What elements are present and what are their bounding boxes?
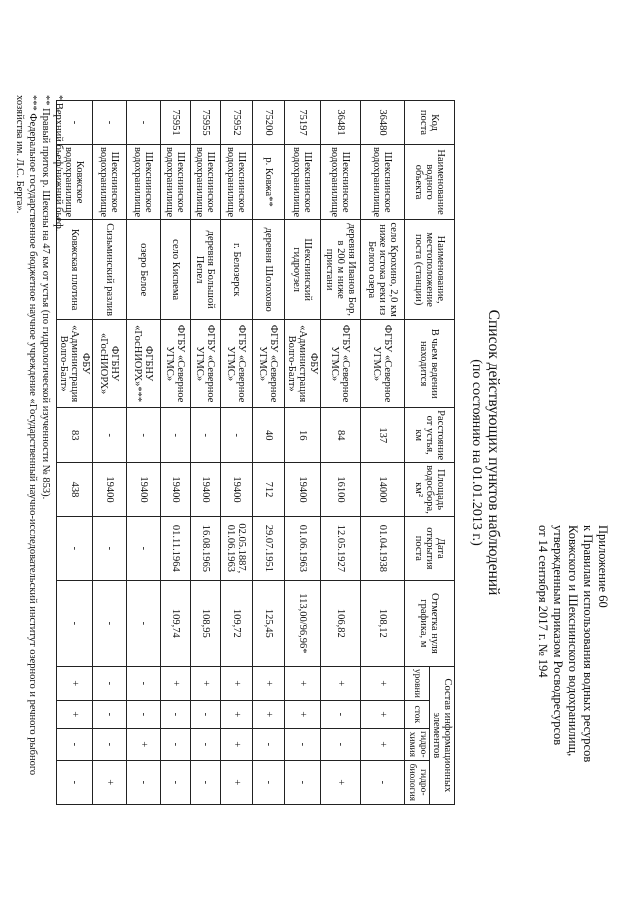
cell-water-body: Ковжское водохранилище <box>57 145 93 220</box>
cell-opened: - <box>93 516 127 580</box>
cell-flow: - <box>93 700 127 728</box>
cell-hydrobio: - <box>161 760 191 804</box>
cell-zero-mark: 108,12 <box>361 580 405 666</box>
cell-water-body: Шекснинское водохранилище <box>127 145 161 220</box>
cell-hydrobio: - <box>361 760 405 804</box>
appendix-line: Ковжского и Шекснинского водохранилищ, <box>566 525 580 757</box>
cell-levels: - <box>127 666 161 700</box>
cell-owner: ФГБНУ «ГосНИОРХ»*** <box>127 320 161 408</box>
cell-levels: + <box>253 666 285 700</box>
cell-distance: - <box>93 408 127 463</box>
cell-code: 75952 <box>221 101 253 145</box>
cell-zero-mark: 108,95 <box>191 580 221 666</box>
cell-hydrobio: - <box>253 760 285 804</box>
cell-levels: + <box>361 666 405 700</box>
cell-location: Сизьминский разлив <box>93 220 127 320</box>
cell-location: Ковжская плотина <box>57 220 93 320</box>
cell-water-body: Шекснинское водохранилище <box>321 145 361 220</box>
header-opened: Дата открытия поста <box>405 516 455 580</box>
cell-area: 19400 <box>127 463 161 517</box>
cell-distance: - <box>127 408 161 463</box>
cell-area: 14000 <box>361 463 405 517</box>
cell-code: 36481 <box>321 101 361 145</box>
cell-owner: ФГБУ «Северное УГМС» <box>221 320 253 408</box>
cell-area: 438 <box>57 463 93 517</box>
cell-owner: ФБУ «Администрация Волго-Балт» <box>57 320 93 408</box>
cell-flow: + <box>253 700 285 728</box>
cell-owner: ФГБУ «Северное УГМС» <box>361 320 405 408</box>
cell-code: - <box>93 101 127 145</box>
cell-flow: - <box>191 700 221 728</box>
table-row <box>191 101 221 805</box>
cell-distance: - <box>191 408 221 463</box>
cell-levels: + <box>57 666 93 700</box>
cell-code: 75197 <box>285 101 321 145</box>
cell-distance: 83 <box>57 408 93 463</box>
appendix-header <box>535 525 610 885</box>
cell-hydrochem: - <box>191 728 221 760</box>
cell-hydrochem: - <box>253 728 285 760</box>
cell-location: Шекснинский гидроузел <box>285 220 321 320</box>
cell-opened: 29.07.1951 <box>253 516 285 580</box>
cell-owner: ФГБУ «Северное УГМС» <box>191 320 221 408</box>
cell-code: - <box>127 101 161 145</box>
cell-opened: 01.06.1963 <box>285 516 321 580</box>
cell-opened: 01.04.1938 <box>361 516 405 580</box>
cell-area: 19400 <box>93 463 127 517</box>
footnote: *** Федеральное государственное бюджетное научное учреждение «Государственный научно-исследовательский институт озерного и речного рыбного <box>27 95 38 776</box>
cell-levels: + <box>285 666 321 700</box>
appendix-line: утвержденным приказом Росводресурсов <box>551 525 565 746</box>
title-line-1: Список действующих пунктов наблюдений <box>485 309 502 596</box>
cell-code: 75200 <box>253 101 285 145</box>
cell-location: деревня Иванов Бор, в 200 м ниже пристани <box>321 220 361 320</box>
table-row <box>321 101 361 805</box>
cell-hydrochem: + <box>221 728 253 760</box>
table-row <box>93 101 127 805</box>
table-body <box>57 101 405 805</box>
header-owner: В чьем ведении находится <box>405 320 455 408</box>
cell-area: 712 <box>253 463 285 517</box>
cell-zero-mark: - <box>127 580 161 666</box>
cell-opened: 02.05.1887, 01.06.1963 <box>221 516 253 580</box>
cell-area: 16100 <box>321 463 361 517</box>
header-distance: Расстояние от устья, км <box>405 408 455 463</box>
cell-levels: + <box>161 666 191 700</box>
cell-hydrochem: - <box>93 728 127 760</box>
cell-distance: 137 <box>361 408 405 463</box>
cell-flow: + <box>221 700 253 728</box>
cell-hydrobio: - <box>127 760 161 804</box>
cell-flow: + <box>361 700 405 728</box>
cell-zero-mark: - <box>93 580 127 666</box>
cell-opened: 12.05.1927 <box>321 516 361 580</box>
cell-flow: - <box>127 700 161 728</box>
observation-points-table <box>56 100 455 805</box>
cell-code: - <box>57 101 93 145</box>
cell-opened: - <box>57 516 93 580</box>
cell-levels: + <box>191 666 221 700</box>
cell-area: 19400 <box>221 463 253 517</box>
cell-water-body: Шекснинское водохранилище <box>361 145 405 220</box>
cell-area: 19400 <box>191 463 221 517</box>
cell-hydrobio: + <box>93 760 127 804</box>
cell-zero-mark: 125,45 <box>253 580 285 666</box>
cell-hydrochem: + <box>127 728 161 760</box>
cell-opened: 01.11.1964 <box>161 516 191 580</box>
cell-distance: 84 <box>321 408 361 463</box>
cell-hydrochem: - <box>161 728 191 760</box>
appendix-line: от 14 сентября 2017 г. № 194 <box>536 525 550 678</box>
cell-zero-mark: 109,74 <box>161 580 191 666</box>
cell-hydrobio: - <box>285 760 321 804</box>
cell-owner: ФГБУ «Северное УГМС» <box>253 320 285 408</box>
cell-distance: - <box>221 408 253 463</box>
cell-hydrobio: + <box>321 760 361 804</box>
table-row <box>361 101 405 805</box>
cell-code: 36480 <box>361 101 405 145</box>
cell-water-body: Шекснинское водохранилище <box>161 145 191 220</box>
cell-hydrobio: - <box>191 760 221 804</box>
header-hydrobio: гидро-биология <box>405 760 430 804</box>
cell-levels: + <box>321 666 361 700</box>
table-row <box>127 101 161 805</box>
cell-location: озеро Белое <box>127 220 161 320</box>
cell-code: 75955 <box>191 101 221 145</box>
cell-area: 19400 <box>285 463 321 517</box>
cell-location: деревня Большой Пепел <box>191 220 221 320</box>
cell-distance: - <box>161 408 191 463</box>
cell-location: деревня Шолохово <box>253 220 285 320</box>
cell-flow: + <box>57 700 93 728</box>
table-row <box>161 101 191 805</box>
cell-water-body: Шекснинское водохранилище <box>93 145 127 220</box>
table-row <box>253 101 285 805</box>
cell-owner: ФГБУ «Северное УГМС» <box>161 320 191 408</box>
title-line-2: (по состоянию на 01.01.2013 г.) <box>469 359 484 546</box>
appendix-line: Приложение 60 <box>596 525 610 608</box>
cell-water-body: Шекснинское водохранилище <box>191 145 221 220</box>
cell-hydrochem: - <box>321 728 361 760</box>
cell-hydrochem: - <box>285 728 321 760</box>
cell-owner: ФГБУ «Северное УГМС» <box>321 320 361 408</box>
cell-flow: - <box>161 700 191 728</box>
header-zero-mark: Отметка нуля графика, м <box>405 580 455 666</box>
footnote: хозяйства им. Л.С. Берга». <box>14 95 25 214</box>
footnote: ** Правый приток р. Шексны на 47 км от устья (по гидрологической изученности № 853). <box>40 95 51 500</box>
cell-zero-mark: - <box>57 580 93 666</box>
cell-area: 19400 <box>161 463 191 517</box>
cell-location: г. Белозерск <box>221 220 253 320</box>
cell-opened: 16.08.1965 <box>191 516 221 580</box>
appendix-line: к Правилам использования водных ресурсов <box>581 525 595 763</box>
cell-owner: ФБУ «Администрация Волго-Балт» <box>285 320 321 408</box>
cell-flow: - <box>321 700 361 728</box>
cell-zero-mark: 109,72 <box>221 580 253 666</box>
header-area: Площадь водосбора, км² <box>405 463 455 517</box>
header-hydrochem: гидро-химия <box>405 728 430 760</box>
cell-opened: - <box>127 516 161 580</box>
footnote: * Верхний бьеф/нижний бьеф. <box>53 95 64 232</box>
cell-location: село Крохино, 2,0 км ниже истока реки из Белого озера <box>361 220 405 320</box>
header-location: Наименование, местоположение поста (станции) <box>405 220 455 320</box>
cell-hydrochem: + <box>361 728 405 760</box>
cell-levels: + <box>221 666 253 700</box>
cell-distance: 40 <box>253 408 285 463</box>
footnotes <box>13 95 65 895</box>
cell-hydrobio: + <box>221 760 253 804</box>
cell-hydrochem: - <box>57 728 93 760</box>
cell-location: село Кисnема <box>161 220 191 320</box>
table-row <box>285 101 321 805</box>
cell-distance: 16 <box>285 408 321 463</box>
cell-water-body: Шекснинское водохранилище <box>285 145 321 220</box>
table-row <box>221 101 253 805</box>
cell-owner: ФГБНУ «ГосНИОРХ» <box>93 320 127 408</box>
document-title <box>468 0 502 905</box>
header-levels: уровни <box>405 666 430 700</box>
cell-zero-mark: 106,82 <box>321 580 361 666</box>
cell-zero-mark: 113,00/96,96* <box>285 580 321 666</box>
cell-water-body: Шекснинское водохранилище <box>221 145 253 220</box>
header-flow: сток <box>405 700 430 728</box>
cell-water-body: р. Ковжа** <box>253 145 285 220</box>
cell-hydrobio: - <box>57 760 93 804</box>
cell-code: 75951 <box>161 101 191 145</box>
header-water-body: Наименование водного объекта <box>405 145 455 220</box>
cell-flow: + <box>285 700 321 728</box>
header-composition: Состав информационных элементов <box>430 666 455 804</box>
cell-levels: - <box>93 666 127 700</box>
header-code: Код поста <box>405 101 455 145</box>
